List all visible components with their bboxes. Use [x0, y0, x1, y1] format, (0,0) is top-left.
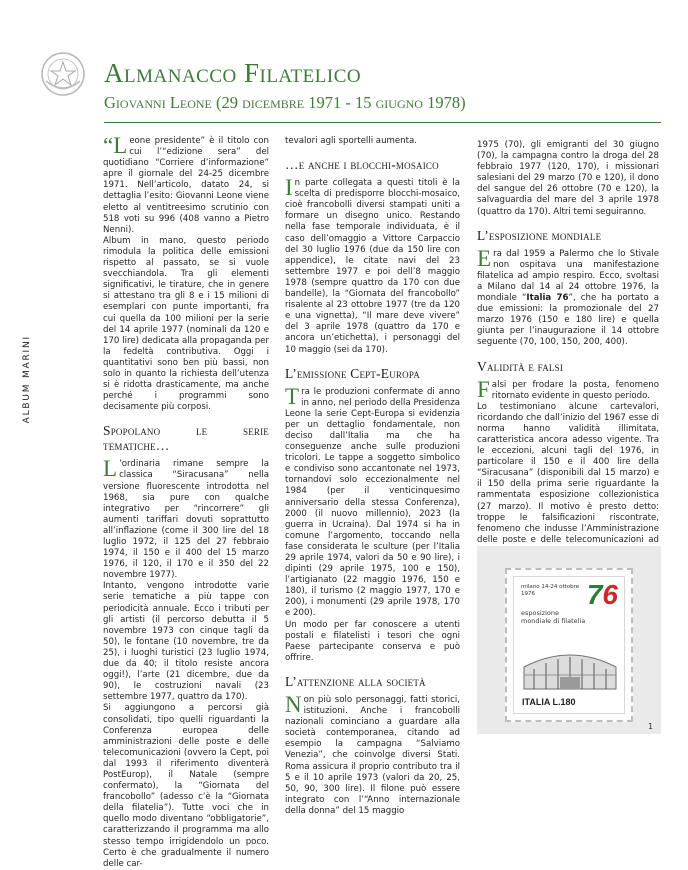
paragraph: Falsi per frodare la posta, fenomeno ritornato evidente in questo periodo. — [477, 376, 659, 402]
text-column-2 — [285, 136, 460, 817]
header-divider — [104, 122, 661, 123]
dropcap: N — [285, 691, 302, 717]
stamp-image-panel — [477, 546, 661, 734]
section-heading: Spopolano le serie tematiche… — [103, 423, 269, 454]
paragraph: Era dal 1959 a Palermo che lo Stivale non ospitava una manifestazione filatelica ad ampio respiro. Ecco, svoltasi a Milano dal 14 al 24 ottobre 1976, la mondiale “Italia 76”, che ha portato a due emissioni: la promozionale del 27 marzo 1976 (150 e 180 lire) e quella giunta per l’inaugurazione il 14 ottobre seguente (70, 100, 150, 200, 400). — [477, 245, 660, 348]
paragraph: Lo testimoniano alcune cartevalori, ricordando che dall’inizio del 1967 esse di norma hanno validità illimitata, caratteristica ancora adesso vigente. Tra le eccezioni, alcuni tagli del 1976, in particolare il 150 e il 400 lire della “Siracusana” (disponibili dal 15 marzo) e il 150 della prima serie riguardante la rammentata esposizione collezionistica (27 marzo). Il motivo è presto detto: troppe le falsificazioni riscontrate, fenomeno che indusse l’Amministrazione delle poste e delle telecomunicazioni ad — [477, 401, 659, 545]
paragraph: L ’ordinaria rimane sempre la classica “Siracusana” nella versione fluorescente introdotta nel 1968, sia pure con qualche integrativo per “rincorrere” gli aumenti tariffari dovuti soprattutto all’inflazione (come il 300 lire del 18 luglio 1972, il 125 del 27 febbraio 1974, il 150 e il 400 del 15 marzo 1976, il 120, il 170 e il 350 del 22 novembre 1977). — [103, 456, 269, 581]
album-side-label: ALBUM MARINI — [22, 335, 32, 424]
section-heading: L’emissione Cept-Europa — [285, 365, 420, 381]
dropcap: I — [285, 175, 293, 201]
dropcap: F — [477, 376, 490, 402]
paragraph: Si aggiungono a percorsi già consolidati, tipo quelli riguardanti la Conferenza europea delle amministrazioni delle poste e delle telecomunicazioni (ovvero la Cept, poi dal 1993 il riferimento diventerà PostEurop), il Natale (sempre confermato), la “Giornata del francobollo” (adesso c’è la “Giornata della filatelia”). Tutte voci che in quello modo diventano “obbligatorie”, caratterizzando il programma ma allo stesso tempo irrigidendolo un poco. Certo è che gradualmente il numero delle car- — [103, 703, 269, 869]
page-title: Almanacco Filatelico — [104, 58, 362, 88]
building-illustration-icon — [520, 639, 620, 691]
stamp — [505, 568, 633, 722]
text-column-3 — [477, 140, 659, 557]
dropcap: E — [477, 245, 492, 271]
page-number: 1 — [648, 722, 654, 731]
bold-term: Italia 76 — [526, 293, 569, 304]
stamp-exhibition-text: esposizione mondiale di filatelia — [521, 609, 586, 625]
dropcap: L — [103, 456, 118, 482]
paragraph: “Leone presidente” è il titolo con cui l’“edizione sera” del quotidiano “Corriere d’informazione” apre il giornale del 24-25 dicembre 1971. Nell’articolo, datato 24, si dettaglia l’esito: Giovanni Leone viene eletto al ventitreesimo scrutinio con 518 voti su 996 (408 vanno a Pietro Nenni). — [103, 133, 269, 235]
text-column-1 — [103, 133, 269, 870]
paragraph: Un modo per far conoscere a utenti postali e filatelisti i tesori che ogni Paese partecipante conserva e può offrire. — [285, 619, 460, 663]
section-heading: L’esposizione mondiale — [477, 227, 602, 243]
republic-emblem-icon — [40, 51, 86, 97]
section-heading: …e anche i blocchi-mosaico — [285, 157, 439, 173]
stamp-top-text: milano 14-24 ottobre 1976 — [521, 584, 580, 597]
paragraph: 1975 (70), gli emigranti del 30 giugno (70), la campagna contro la droga del 28 febbraio 1977 (120, 170), i missionari salesiani del 29 marzo (70 e 120), il dono del sangue del 26 ottobre (70 e 120), la salvaguardia del mare del 3 aprile 1978 (quattro da 170). Altri temi seguiranno. — [477, 140, 659, 217]
section-heading: Validità e falsi — [477, 358, 564, 374]
stamp-big-number: 76 — [586, 579, 618, 610]
stamp-value: ITALIA L.180 — [522, 697, 576, 707]
dropcap: “L — [103, 133, 128, 158]
paragraph: Intanto, vengono introdotte varie serie tematiche a più tappe con periodicità annuale. Ecco i tributi per gli artisti (il percorso debutta il 5 novembre 1973 con cinque tagli da 50), le fontane (10 novembre, tre da 25), i luoghi turistici (23 luglio 1974, due da 40; il titolo resiste ancora oggi!), l’arte (21 dicembre, due da 90), le costruzioni navali (23 settembre 1977, quattro da 170). — [103, 581, 269, 703]
section-heading: L’attenzione alla società — [285, 673, 426, 689]
paragraph: Tra le produzioni confermate di anno in anno, nel periodo della Presidenza Leone la serie Cept-Europa si evidenzia per un dettaglio fondamentale, non deciso dall’Italia ma che ha conseguenze anche sulle produzioni tricolori. Le tappe a soggetto simbolico e condiviso sono accantonate nel 1973, tornandovi solo eccezionalmente nel 1984 (per il venticinquesimo anniversario della stessa Conferenza), 2000 (il nuovo millennio), 2023 (la guerra in Ucraina). Dal 1974 si ha in comune l’argomento, toccando nella fase considerata le sculture (per l’Italia 29 aprile 1974, valori da 50 e 90 lire), i dipinti (29 aprile 1975, 100 e 150), l’artigianato (22 maggio 1976, 150 e 180), il turismo (2 maggio 1977, 170 e 200), i monumenti (29 aprile 1978, 170 e 200). — [285, 383, 460, 619]
paragraph: tevalori agli sportelli aumenta. — [285, 136, 417, 146]
paragraph: Album in mano, questo periodo rimodula la politica delle emissioni rispetto al passato, se si vuole svecchiandola. Tra gli elementi significativi, le tirature, che in genere si attestano tra gli 8 e i 15 milioni di esemplari con punte importanti, fra cui quella da 100 milioni per la serie del 14 aprile 1977 (nominali da 120 e 170 lire) dedicata alla propaganda per la fedeltà contributiva. Oggi i quantitativi sono ben più bassi, non solo in quanto la richiesta dell’utenza si è ridotta drasticamente, ma anche perché i programmi sono decisamente più corposi. — [103, 235, 269, 413]
page-subtitle: Giovanni Leone (29 dicembre 1971 - 15 giugno 1978) — [104, 93, 466, 112]
dropcap: T — [285, 383, 300, 409]
stamp-face — [513, 576, 625, 714]
paragraph: Non più solo personaggi, fatti storici, istituzioni. Anche i francobolli nazionali cominciano a guardare alla società contemporanea, citando ad esempio la campagna “Salviamo Venezia”, che coinvolge diversi Stati. Roma assicura il proprio contributo tra il 5 e il 10 aprile 1973 (valori da 20, 25, 50, 90, 300 lire). Il filone può essere integrato con l’“Anno internazionale della donna” del 15 maggio — [285, 691, 460, 816]
paragraph: In parte collegata a questi titoli è la scelta di predisporre blocchi-mosaico, cioè francobolli diversi stampati uniti a formare un disegno unico. Restando nella fase temporale individuata, è il caso dell’omaggio a Vittore Carpaccio del 30 luglio 1976 (due da 150 lire con appendice), le citate navi del 23 settembre 1977 e poi dell’8 maggio 1978 (sempre quattro da 170 con due bandelle), la “Giornata del francobollo” risalente al 23 ottobre 1977 (tre da 120 e una vignetta), “Il mare deve vivere” del 3 aprile 1978 (quattro da 170 e ancora un’etichetta), i personaggi del 10 maggio (sei da 170). — [285, 175, 460, 355]
